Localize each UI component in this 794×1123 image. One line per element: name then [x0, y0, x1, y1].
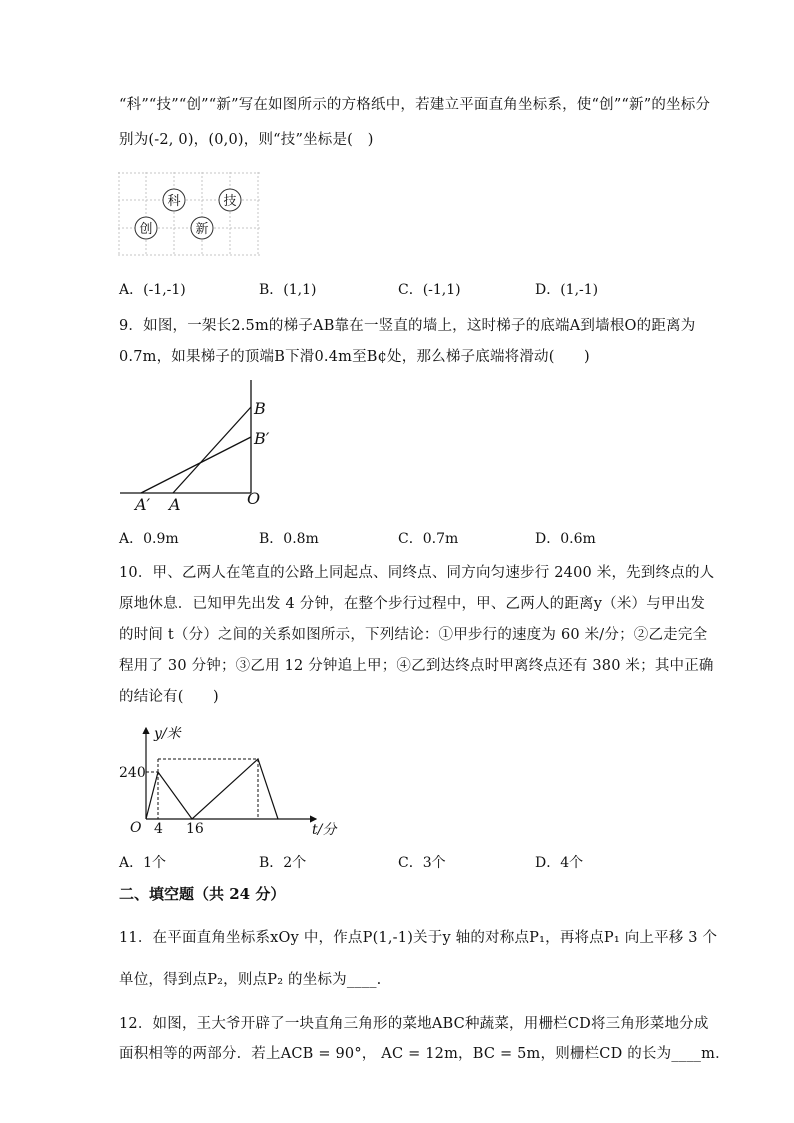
grid-char-ke: 科	[167, 194, 181, 209]
q10-line-5: 的结论有( )	[119, 689, 219, 705]
graph-x-label: t/分	[312, 822, 337, 838]
q9-option-a[interactable]: A．0.9m	[119, 531, 179, 547]
q9-ladder-figure	[118, 377, 278, 512]
grid-char-chuang: 创	[139, 222, 153, 237]
q9-line-2: 0.7m，如果梯子的顶端B下滑0.4m至B¢处，那么梯子底端将滑动( )	[119, 349, 590, 365]
label-b: B	[254, 399, 266, 418]
q8-option-c[interactable]: C．(-1,1)	[398, 282, 461, 298]
q12-line-1: 12．如图，王大爷开辟了一块直角三角形的菜地ABC种蔬菜，用栅栏CD将三角形菜地分成	[119, 1016, 709, 1032]
graph-y-tick-240: 240	[119, 765, 146, 781]
q8-option-b[interactable]: B．(1,1)	[259, 282, 317, 298]
graph-origin: O	[130, 820, 142, 836]
graph-y-label: y/米	[154, 726, 181, 742]
label-a: A	[169, 495, 181, 514]
graph-x-tick-16: 16	[186, 821, 204, 837]
q8-line-1: “科”“技”“创”“新”写在如图所示的方格纸中，若建立平面直角坐标系，使“创”“新”的坐标分	[119, 97, 711, 113]
q8-option-d[interactable]: D．(1,-1)	[535, 282, 599, 298]
grid-char-ji: 技	[223, 194, 237, 209]
q9-line-1: 9．如图，一架长2.5m的梯子AB靠在一竖直的墙上，这时梯子的底端A到墙根O的距离为	[119, 318, 696, 334]
q10-option-b[interactable]: B．2个	[259, 855, 307, 871]
q10-graph-figure	[119, 722, 348, 838]
q10-line-1: 10．甲、乙两人在笔直的公路上同起点、同终点、同方向匀速步行 2400 米，先到终点的人	[119, 565, 715, 581]
q11-line-1: 11．在平面直角坐标系xOy 中，作点P(1,-1)关于y 轴的对称点P₁，再将点P₁ 向上平移 3 个	[119, 930, 718, 946]
label-o: O	[247, 489, 261, 508]
q10-option-a[interactable]: A．1个	[119, 855, 167, 871]
q8-option-a[interactable]: A．(-1,-1)	[119, 282, 186, 298]
q10-option-c[interactable]: C．3个	[398, 855, 446, 871]
q12-line-2: 面积相等的两部分．若上ACB = 90°， AC = 12m，BC = 5m，则栅栏CD 的长为____m．	[119, 1046, 730, 1062]
q11-line-2: 单位，得到点P₂，则点P₂ 的坐标为____.	[119, 972, 382, 988]
grid-char-xin: 新	[195, 222, 209, 237]
section-title-fill-in: 二、填空题（共 24 分）	[119, 885, 286, 903]
q9-option-d[interactable]: D．0.6m	[535, 531, 596, 547]
q8-grid-figure	[118, 172, 260, 256]
label-b-prime: B′	[254, 429, 270, 448]
label-a-prime: A′	[135, 495, 151, 514]
q10-line-4: 程用了 30 分钟；③乙用 12 分钟追上甲；④乙到达终点时甲离终点还有 380 米；其中正确	[119, 658, 714, 674]
q10-option-d[interactable]: D．4个	[535, 855, 584, 871]
q10-line-3: 的时间 t（分）之间的关系如图所示，下列结论：①甲步行的速度为 60 米/分；②乙走完全	[119, 627, 708, 643]
graph-x-tick-4: 4	[154, 821, 163, 837]
q9-option-b[interactable]: B．0.8m	[259, 531, 319, 547]
q9-option-c[interactable]: C．0.7m	[398, 531, 459, 547]
q8-line-2: 别为(-2, 0)，(0,0)，则“技”坐标是( )	[119, 132, 374, 148]
q10-line-2: 原地休息．已知甲先出发 4 分钟，在整个步行过程中，甲、乙两人的距离y（米）与甲出发	[119, 596, 706, 612]
